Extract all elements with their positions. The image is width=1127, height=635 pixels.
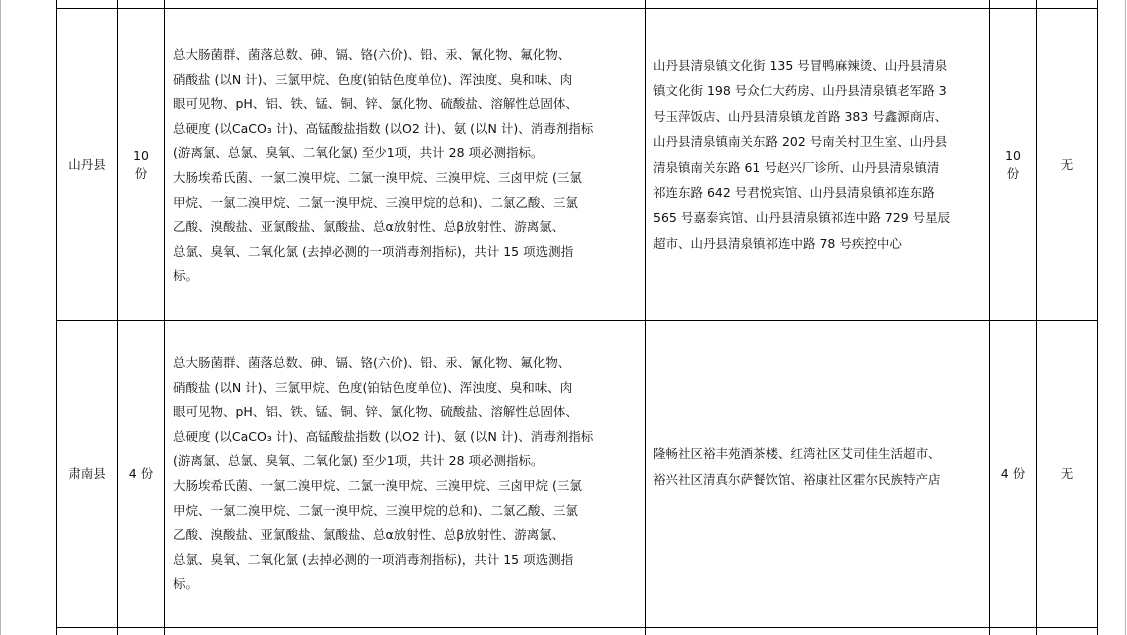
test-items-line: 眼可见物、pH、铝、铁、锰、铜、锌、氯化物、硫酸盐、溶解性总固体、 (173, 96, 578, 112)
location-line: 裕兴社区清真尔萨餐饮馆、裕康社区霍尔民族特产店 (653, 472, 941, 487)
test-items-line: 标。 (173, 268, 199, 284)
test-items-line: 总硬度 (以CaCO₃ 计)、高锰酸盐指数 (以O2 计)、氨 (以N 计)、消毒剂指标 (173, 428, 594, 444)
sample-count: 4 份 (128, 466, 154, 481)
table-border-left (0, 0, 1, 635)
sample-count-cell (118, 321, 164, 627)
test-items-line: 总硬度 (以CaCO₃ 计)、高锰酸盐指数 (以O2 计)、氨 (以N 计)、消毒剂指标 (173, 120, 594, 136)
table-border-right (1125, 0, 1126, 635)
sampling-locations-cell (646, 321, 989, 627)
test-items-line: 总大肠菌群、菌落总数、砷、镉、铬(六价)、铅、汞、氰化物、氟化物、 (173, 47, 571, 62)
test-items-line: 硝酸盐 (以N 计)、三氯甲烷、色度(铂钴色度单位)、浑浊度、臭和味、肉 (173, 71, 573, 87)
test-items-line: (游离氯、总氯、臭氧、二氧化氯) 至少1项，共计 28 项必测指标。 (173, 453, 544, 469)
test-items-line: (游离氯、总氯、臭氧、二氧化氯) 至少1项，共计 28 项必测指标。 (173, 145, 544, 161)
sampling-locations-cell (646, 9, 989, 320)
test-items-line: 标。 (173, 576, 199, 592)
sample-count: 10 (133, 147, 149, 163)
table-row (57, 9, 117, 320)
table-row (57, 321, 117, 627)
test-items-line: 甲烷、一氯二溴甲烷、二氯一溴甲烷、三溴甲烷的总和)、二氯乙酸、三氯 (173, 502, 578, 518)
location-line: 镇文化街 198 号众仁大药房、山丹县清泉镇老军路 3 (653, 83, 947, 99)
test-items-line: 总氯、臭氧、二氧化氯 (去掉必测的一项消毒剂指标)，共计 15 项选测指 (173, 243, 574, 259)
location-count: 4 份 (1000, 466, 1026, 481)
remark: 无 (1060, 466, 1074, 481)
location-line: 山丹县清泉镇南关东路 202 号南关村卫生室、山丹县 (653, 134, 948, 150)
test-items-cell (165, 321, 645, 627)
location-line: 号玉萍饭店、山丹县清泉镇龙首路 383 号鑫源商店、 (653, 108, 948, 124)
sample-count-cell (118, 9, 164, 320)
location-line: 隆畅社区裕丰苑酒茶楼、红湾社区艾司佳生活超市、 (653, 446, 941, 461)
location-count-cell (990, 9, 1036, 320)
location-count: 10 (1005, 147, 1021, 163)
test-items-line: 甲烷、一氯二溴甲烷、二氯一溴甲烷、三溴甲烷的总和)、二氯乙酸、三氯 (173, 194, 578, 210)
remark: 无 (1060, 156, 1074, 172)
test-items-cell (165, 9, 645, 320)
column-divider (1097, 0, 1098, 635)
location-line: 祁连东路 642 号君悦宾馆、山丹县清泉镇祁连东路 (653, 185, 935, 201)
county-name: 山丹县 (68, 156, 106, 172)
county-name: 肃南县 (68, 466, 106, 481)
test-items-line: 总大肠菌群、菌落总数、砷、镉、铬(六价)、铅、汞、氰化物、氟化物、 (173, 355, 571, 370)
remark-cell (1037, 321, 1097, 627)
location-line: 超市、山丹县清泉镇祁连中路 78 号疾控中心 (653, 235, 902, 251)
location-line: 山丹县清泉镇文化街 135 号冒鸭麻辣烫、山丹县清泉 (653, 58, 948, 73)
test-items-line: 硝酸盐 (以N 计)、三氯甲烷、色度(铂钴色度单位)、浑浊度、臭和味、肉 (173, 379, 573, 395)
remark-cell (1037, 9, 1097, 320)
test-items-line: 乙酸、溴酸盐、亚氯酸盐、氯酸盐、总α放射性、总β放射性、游离氯、 (173, 527, 565, 543)
test-items-line: 眼可见物、pH、铝、铁、锰、铜、锌、氯化物、硫酸盐、溶解性总固体、 (173, 404, 578, 420)
test-items-line: 大肠埃希氏菌、一氯二溴甲烷、二氯一溴甲烷、三溴甲烷、三卤甲烷 (三氯 (173, 477, 582, 493)
row-divider (56, 627, 1098, 628)
location-count-unit: 份 (1006, 165, 1020, 181)
location-line: 清泉镇南关东路 61 号赵兴厂诊所、山丹县清泉镇清 (653, 159, 940, 175)
sample-count-unit: 份 (134, 165, 148, 181)
test-items-line: 乙酸、溴酸盐、亚氯酸盐、氯酸盐、总α放射性、总β放射性、游离氯、 (173, 219, 565, 235)
test-items-line: 大肠埃希氏菌、一氯二溴甲烷、二氯一溴甲烷、三溴甲烷、三卤甲烷 (三氯 (173, 169, 582, 185)
location-line: 565 号嘉泰宾馆、山丹县清泉镇祁连中路 729 号星辰 (653, 210, 951, 226)
test-items-line: 总氯、臭氧、二氧化氯 (去掉必测的一项消毒剂指标)，共计 15 项选测指 (173, 551, 574, 567)
location-count-cell (990, 321, 1036, 627)
